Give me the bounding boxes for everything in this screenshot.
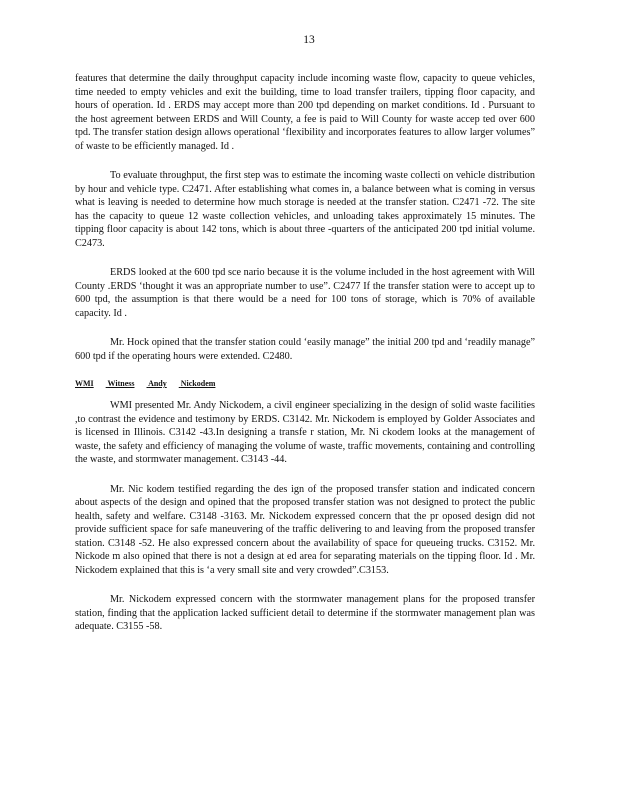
paragraph-hock-opinion: Mr. Hock opined that the transfer station could ‘easily manage” the initial 200 tpd and ‘readily manage” 600 tpd if the operating hours were extended. C2480. [75, 337, 535, 362]
paragraph-nickodem-stormwater: Mr. Nickodem expressed concern with the stormwater management plans for the proposed transfer station, finding that the application lacked sufficient detail to determine if the stormwater management plan was adequate. C3155 -58. [75, 594, 535, 632]
heading-part: Andy [148, 379, 167, 388]
page-number: 13 [303, 34, 315, 46]
paragraph-600-tpd-scenario: ERDS looked at the 600 tpd sce nario because it is the volume included in the host agreement with Will County .ERDS ‘thought it was an appropriate number to use”. C2477 If the transfer station were to accept up to 600 tpd, the assumption is that there would be a need for 100 tons of storage, which is 70% of available capacity. Id . [75, 267, 535, 319]
paragraph-throughput-features: features that determine the daily throughput capacity include incoming waste flow, capacity to queue vehicles, time needed to empty vehicles and exit the building, time to load transfer trailers, tipping floor capacity, and hours of operation. Id . ERDS may accept more than 200 tpd depending on market conditions. Id . Pursuant to the host agreement between ERDS and Will County, a fee is paid to Will County for waste accep ted over 600 tpd. The transfer station design allows operational ‘flexibility and incorporates features to allow larger volumes” of waste to be efficiently managed. Id . [75, 73, 535, 152]
heading-part: WMI [75, 379, 94, 388]
heading-part: Nickodem [180, 379, 216, 388]
paragraph-nickodem-intro: WMI presented Mr. Andy Nickodem, a civil engineer specializing in the design of solid waste facilities ,to contrast the evidence and testimony by ERDS. C3142. Mr. Nickodem is employed by Golder Associates and is licensed in Illinois. C3142 -43.In designing a transfe r station, Mr. Ni ckodem looks at the management of waste, the safety and efficiency of managing the volume of waste, traffic movements, containing and controlling the waste, and stormwater management. C3143 -44. [75, 400, 535, 465]
heading-part: Witness [107, 379, 135, 388]
paragraph-nickodem-design-concerns: Mr. Nic kodem testified regarding the des ign of the proposed transfer station and indicated concern about aspects of the design and opined that the proposed transfer station was not designed to protect the public health, safety and welfare. C3148 -3163. Mr. Nickodem expressed concern that the pr oposed design did not provide sufficient space for safe maneuvering of the traffic delivering to and leaving from the proposed transfer station. C3148 -52. He also expressed concern about the availability of space for queueing trucks. C3152. Mr. Nickode m also opined that there is not a design at ed area for separating materials on the tipping floor. Id . Mr. Nickodem explained that this is ‘a very small site and very crowded”.C3153. [75, 483, 535, 576]
section-heading-wmi-witness [75, 379, 535, 389]
paragraph-evaluate-throughput: To evaluate throughput, the first step was to estimate the incoming waste collecti on vehicle distribution by hour and vehicle type. C2471. After establishing what comes in, a balance between what is coming in versus what is leaving is needed to determine how much storage is needed at the transfer station. C2471 -72. The site has the capacity to queue 12 waste collection vehicles, and unloading takes approximately 15 minutes. The tipping floor capacity is about 142 tons, which is about three -quarters of the anticipated 200 tpd initial volume. C2473. [75, 170, 535, 249]
document-body [75, 72, 535, 634]
